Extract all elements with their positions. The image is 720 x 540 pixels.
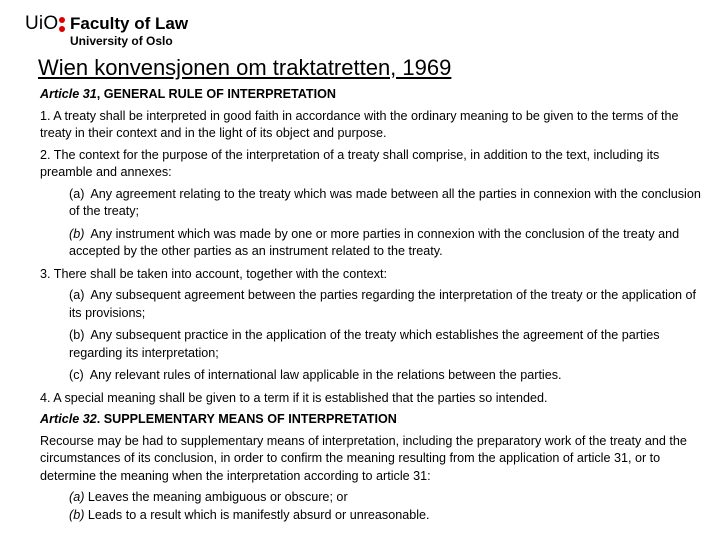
logo-faculty-name: Faculty of Law <box>70 14 189 33</box>
article-31-label: Article 31 <box>40 87 97 101</box>
list-label: (c) <box>69 368 84 382</box>
article-31-paragraph-3b <box>69 327 708 362</box>
article-31-paragraph-2b <box>69 226 708 261</box>
list-label: (b) <box>69 328 85 342</box>
article-31-title: , GENERAL RULE OF INTERPRETATION <box>96 87 336 101</box>
article-32-label: Article 32 <box>40 412 97 426</box>
list-label: (a) <box>69 490 85 504</box>
list-text: Any instrument which was made by one or more parties in connexion with the conclusion of the treaty and accepted by the other parties as an instrument related to the treaty. <box>69 226 680 258</box>
list-text: Any subsequent practice in the application of the treaty which establishes the agreement of the parties regarding its interpretation; <box>69 328 660 360</box>
article-32-title: . SUPPLEMENTARY MEANS OF INTERPRETATION <box>96 412 397 426</box>
list-text: Leaves the meaning ambiguous or obscure; or <box>87 490 348 504</box>
article-32-item-b <box>69 507 708 525</box>
article-32-heading <box>40 411 708 429</box>
list-text: Any relevant rules of international law applicable in the relations between the parties. <box>89 368 562 382</box>
logo-uio-text: UiO <box>25 13 59 34</box>
article-31-heading <box>40 86 708 104</box>
logo-university-name: University of Oslo <box>70 34 173 48</box>
article-31-paragraph-3: 3. There shall be taken into account, together with the context: <box>40 266 388 281</box>
article-31-paragraph-3c <box>69 367 708 385</box>
article-31-paragraph-3a <box>69 287 708 322</box>
list-label: (a) <box>69 288 85 302</box>
article-32-item-a <box>69 489 708 507</box>
list-text: Any subsequent agreement between the parties regarding the interpretation of the treaty or the application of its provisions; <box>69 288 696 320</box>
article-31-paragraph-2a <box>69 186 708 221</box>
article-31-paragraph-4: 4. A special meaning shall be given to a term if it is established that the parties so intended. <box>40 390 548 405</box>
page-title: Wien konvensjonen om traktatretten, 1969 <box>38 55 452 80</box>
list-text: Any agreement relating to the treaty which was made between all the parties in connexion with the conclusion of the treaty; <box>69 186 701 218</box>
logo-dots-icon <box>59 17 65 32</box>
list-text: Leads to a result which is manifestly absurd or unreasonable. <box>87 507 430 522</box>
article-32-body: Recourse may be had to supplementary means of interpretation, including the preparatory work of the treaty and the circumstances of its conclusion, in order to confirm the meaning resulting from the application of article 31, or to determine the meaning when the interpretation according to article 31: <box>40 433 687 483</box>
list-label: (b) <box>69 507 85 522</box>
list-label: (b) <box>69 226 85 241</box>
article-31-paragraph-1: 1. A treaty shall be interpreted in good faith in accordance with the ordinary meaning to be given to the terms of the treaty in their context and in the light of its object and purpose. <box>40 108 679 140</box>
document-body <box>40 86 708 524</box>
list-label: (a) <box>69 186 85 201</box>
article-31-paragraph-2: 2. The context for the purpose of the interpretation of a treaty shall comprise, in addition to the text, including its preamble and annexes: <box>40 147 660 179</box>
